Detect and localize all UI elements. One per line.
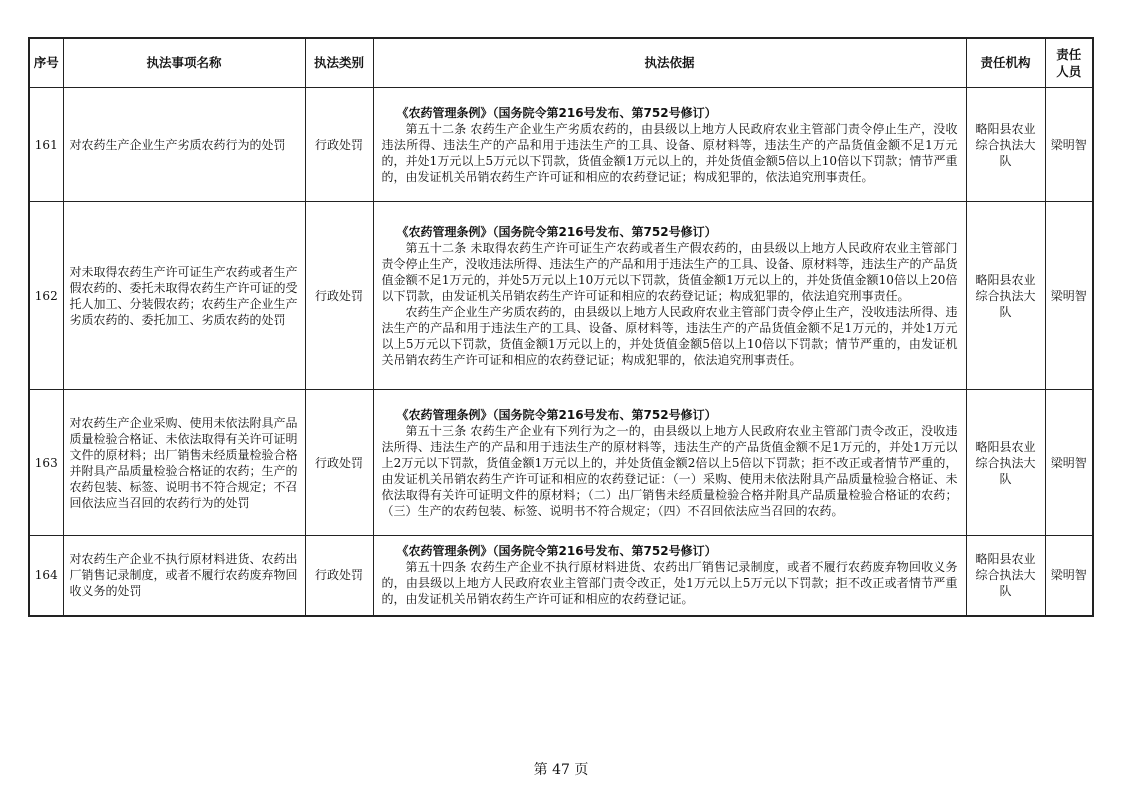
- enforcement-table: [28, 37, 1094, 617]
- basis-paragraph: 农药生产企业生产劣质农药的，由县级以上地方人民政府农业主管部门责令停止生产，没收违法所得、违法生产的产品和用于违法生产的工具、设备、原材料等，违法生产的产品货值金额不足1万元的，并处1万元以上5万元以下罚款，货值金额1万元以上的，并处货值金额5倍以上10倍以下罚款；情节严重的，由发证机关吊销农药生产许可证和相应的农药登记证；构成犯罪的，依法追究刑事责任。: [381, 304, 958, 367]
- header-basis: 执法依据: [373, 38, 966, 88]
- page-number: 第 47 页: [533, 762, 589, 778]
- table-row: [29, 202, 1093, 390]
- row-basis: [373, 390, 966, 536]
- basis-paragraph: 第五十四条 农药生产企业不执行原材料进货、农药出厂销售记录制度，或者不履行农药废弃物回收义务的，由县级以上地方人民政府农业主管部门责令改正，处1万元以上5万元以下罚款；拒不改正或者情节严重的，由发证机关吊销农药生产许可证和相应的农药登记证。: [381, 560, 958, 607]
- row-name: 对农药生产企业生产劣质农药行为的处罚: [63, 88, 305, 202]
- header-type: 执法类别: [305, 38, 373, 88]
- table-row: [29, 536, 1093, 616]
- law-title: 《农药管理条例》（国务院令第216号发布、第752号修订）: [396, 105, 717, 120]
- basis-paragraph: 第五十三条 农药生产企业有下列行为之一的，由县级以上地方人民政府农业主管部门责令改正，没收违法所得、违法生产的产品和用于违法生产的原材料等，违法生产的产品货值金额不足1万元的，并处1万元以上2万元以下罚款，货值金额1万元以上的，并处货值金额2倍以上5倍以下罚款；拒不改正或者情节严重的，由发证机关吊销农药生产许可证和相应的农药登记证：（一）采购、使用未依法附具产品质量检验合格证、未依法取得有关许可证明文件的原材料；（二）出厂销售未经质量检验合格并附具产品质量检验合格证的农药；（三）生产的农药包装、标签、说明书不符合规定；（四）不召回依法应当召回的农药。: [381, 423, 958, 518]
- row-type: 行政处罚: [305, 88, 373, 202]
- row-org: 略阳县农业综合执法大队: [966, 536, 1045, 616]
- row-basis: [373, 88, 966, 202]
- table-header-row: [29, 38, 1093, 88]
- header-no: 序号: [29, 38, 63, 88]
- row-person: 梁明智: [1045, 536, 1093, 616]
- basis-paragraph: 第五十二条 农药生产企业生产劣质农药的，由县级以上地方人民政府农业主管部门责令停止生产，没收违法所得、违法生产的产品和用于违法生产的工具、设备、原材料等，违法生产的产品货值金额不足1万元的，并处1万元以上5万元以下罚款，货值金额1万元以上的，并处货值金额5倍以上10倍以下罚款；情节严重的，由发证机关吊销农药生产许可证和相应的农药登记证；构成犯罪的，依法追究刑事责任。: [381, 121, 958, 184]
- row-person: 梁明智: [1045, 88, 1093, 202]
- row-basis: [373, 536, 966, 616]
- row-no: 161: [29, 88, 63, 202]
- row-basis: [373, 202, 966, 390]
- row-person: 梁明智: [1045, 202, 1093, 390]
- row-name: 对农药生产企业采购、使用未依法附具产品质量检验合格证、未依法取得有关许可证明文件的原材料；出厂销售未经质量检验合格并附具产品质量检验合格证的农药；生产的农药包装、标签、说明书不符合规定；不召回依法应当召回的农药行为的处罚: [63, 390, 305, 536]
- row-name: 对农药生产企业不执行原材料进货、农药出厂销售记录制度，或者不履行农药废弃物回收义务的处罚: [63, 536, 305, 616]
- table-row: [29, 390, 1093, 536]
- law-title: 《农药管理条例》（国务院令第216号发布、第752号修订）: [396, 407, 717, 422]
- header-person: 责任 人员: [1045, 38, 1093, 88]
- law-title: 《农药管理条例》（国务院令第216号发布、第752号修订）: [396, 224, 717, 239]
- row-no: 163: [29, 390, 63, 536]
- row-type: 行政处罚: [305, 390, 373, 536]
- law-title: 《农药管理条例》（国务院令第216号发布、第752号修订）: [396, 544, 717, 559]
- row-type: 行政处罚: [305, 536, 373, 616]
- row-org: 略阳县农业综合执法大队: [966, 390, 1045, 536]
- basis-paragraph: 第五十二条 未取得农药生产许可证生产农药或者生产假农药的，由县级以上地方人民政府农业主管部门责令停止生产，没收违法所得、违法生产的产品和用于违法生产的工具、设备、原材料等，违法生产的产品货值金额不足1万元的，并处5万元以上10万元以下罚款，货值金额1万元以上的，并处货值金额10倍以上20倍以下罚款，由发证机关吊销农药生产许可证和相应的农药登记证；构成犯罪的，依法追究刑事责任。: [381, 240, 958, 303]
- header-org: 责任机构: [966, 38, 1045, 88]
- table-row: [29, 88, 1093, 202]
- header-name: 执法事项名称: [63, 38, 305, 88]
- row-org: 略阳县农业综合执法大队: [966, 202, 1045, 390]
- row-person: 梁明智: [1045, 390, 1093, 536]
- row-type: 行政处罚: [305, 202, 373, 390]
- row-no: 164: [29, 536, 63, 616]
- row-org: 略阳县农业综合执法大队: [966, 88, 1045, 202]
- row-name: 对未取得农药生产许可证生产农药或者生产假农药的、委托未取得农药生产许可证的受托人加工、分装假农药；农药生产企业生产劣质农药的、委托加工、劣质农药的处罚: [63, 202, 305, 390]
- row-no: 162: [29, 202, 63, 390]
